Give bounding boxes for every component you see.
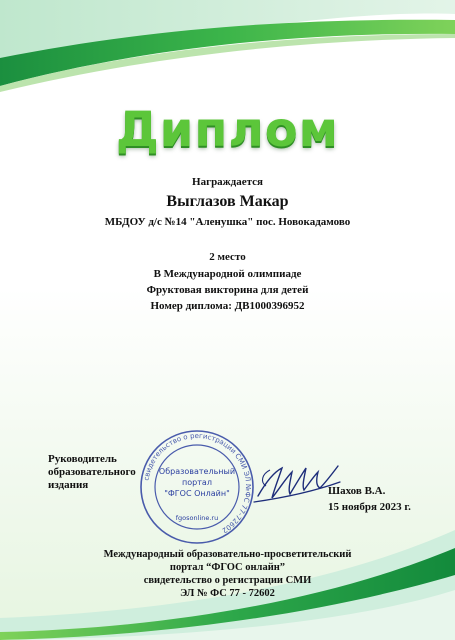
official-stamp (138, 428, 256, 546)
organization-name: МБДОУ д/с №14 "Аленушка" пос. Новокадамово (104, 216, 351, 228)
footer-line-1: Международный образовательно-просветительский (103, 549, 352, 560)
svg-text:"ФГОС Онлайн": "ФГОС Онлайн" (164, 489, 230, 498)
svg-text:свидетельство о регистрации СМ: свидетельство о регистрации СМИ ЭЛ №ФС 77-72602 (142, 431, 253, 535)
diploma-number: Номер диплома: ДВ1000396952 (150, 300, 305, 312)
footer-line-2: портал “ФГОС онлайн” (169, 562, 286, 573)
issue-date: 15 ноября 2023 г. (328, 501, 411, 513)
diploma-title: Диплом (116, 102, 339, 158)
awarded-label: Награждается (192, 176, 263, 188)
contest-name: Фруктовая викторина для детей (146, 284, 309, 296)
head-of-publication-label: Руководитель образовательного издания (48, 453, 136, 491)
footer-line-3: свидетельство о регистрации СМИ (143, 575, 312, 586)
place-text: 2 место (209, 251, 246, 263)
svg-text:Образовательный: Образовательный (158, 467, 236, 476)
svg-text:fgosonline.ru: fgosonline.ru (175, 514, 219, 522)
recipient-name: Выглазов Макар (166, 193, 289, 210)
signer-name: Шахов В.А. (328, 485, 386, 497)
footer-line-4: ЭЛ № ФС 77 - 72602 (180, 588, 275, 599)
event-text: В Международной олимпиаде (153, 268, 302, 280)
svg-text:портал: портал (182, 478, 212, 487)
